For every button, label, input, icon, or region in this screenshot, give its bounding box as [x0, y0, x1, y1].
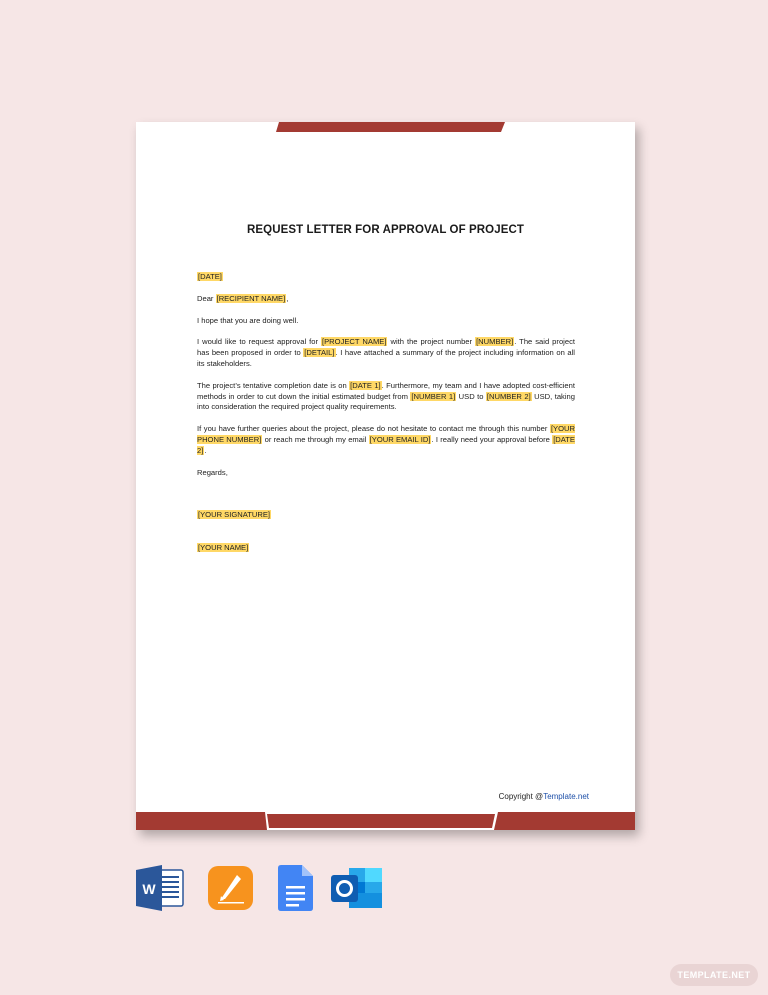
greeting: I hope that you are doing well.: [197, 315, 299, 325]
text-segment: If you have further queries about the project, please do not hesitate to contact me through this number: [197, 424, 550, 434]
name-line: [197, 543, 575, 554]
recipient-placeholder: [RECIPIENT NAME]: [216, 293, 286, 303]
letter-title: REQUEST LETTER FOR APPROVAL OF PROJECT: [246, 224, 525, 236]
copyright-notice: [499, 792, 589, 801]
top-decorative-band: [136, 122, 635, 132]
date-line: [197, 272, 575, 283]
text-segment: USD to: [456, 391, 486, 401]
text-segment: I would like to request approval for: [197, 337, 321, 347]
paragraph-contact: [197, 424, 575, 456]
pages-icon[interactable]: [208, 865, 254, 911]
letter-page: [136, 122, 635, 830]
signature-line: [197, 510, 575, 521]
detail-placeholder: [DETAIL]: [304, 348, 335, 358]
date-1-placeholder: [DATE 1]: [350, 380, 381, 390]
word-icon[interactable]: [136, 865, 184, 911]
copyright-prefix: Copyright @: [498, 792, 544, 801]
watermark-badge: TEMPLATE.NET: [670, 964, 758, 986]
google-docs-icon[interactable]: [278, 865, 314, 911]
number-placeholder: [NUMBER]: [476, 337, 514, 347]
text-segment: with the project number: [387, 337, 476, 347]
number-1-placeholder: [NUMBER 1]: [411, 391, 456, 401]
closing: Regards,: [197, 467, 228, 477]
date-placeholder: [DATE]: [198, 272, 222, 281]
svg-text:W: W: [142, 881, 156, 897]
text-segment: USD, taking into consideration the required project quality requirements.: [197, 391, 575, 412]
date-2-placeholder: [DATE 2]: [197, 434, 575, 455]
paragraph-request: [197, 337, 575, 369]
name-placeholder: [YOUR NAME]: [198, 543, 249, 553]
signature-placeholder: [YOUR SIGNATURE]: [198, 510, 271, 520]
copyright-link[interactable]: Template.net: [543, 792, 589, 801]
text-segment: . Furthermore, my team and I have adopted cost-efficient methods in order to cut down the initial estimated budget from: [197, 380, 575, 401]
app-icons-row: [136, 865, 396, 911]
text-segment: or reach me through my email: [262, 434, 369, 444]
project-name-placeholder: [PROJECT NAME]: [322, 337, 387, 347]
text-segment: The project’s tentative completion date is on: [197, 380, 350, 390]
text-segment: . I really need your approval before: [431, 434, 553, 444]
text-segment: .: [204, 445, 207, 455]
salutation-prefix: Dear: [197, 293, 216, 303]
paragraph-completion: [197, 381, 575, 413]
phone-number-placeholder: [YOUR PHONE NUMBER]: [197, 424, 575, 444]
number-2-placeholder: [NUMBER 2]: [486, 391, 531, 401]
text-segment: . The said project has been proposed in order to: [197, 337, 575, 358]
salutation-suffix: ,: [286, 293, 289, 303]
salutation: [197, 294, 575, 305]
text-segment: . I have attached a summary of the project including information on all its stakeholders.: [197, 348, 575, 368]
bottom-decorative-band: [136, 812, 635, 830]
email-placeholder: [YOUR EMAIL ID]: [369, 434, 431, 444]
outlook-icon[interactable]: [331, 865, 383, 911]
letter-body: [197, 272, 575, 565]
